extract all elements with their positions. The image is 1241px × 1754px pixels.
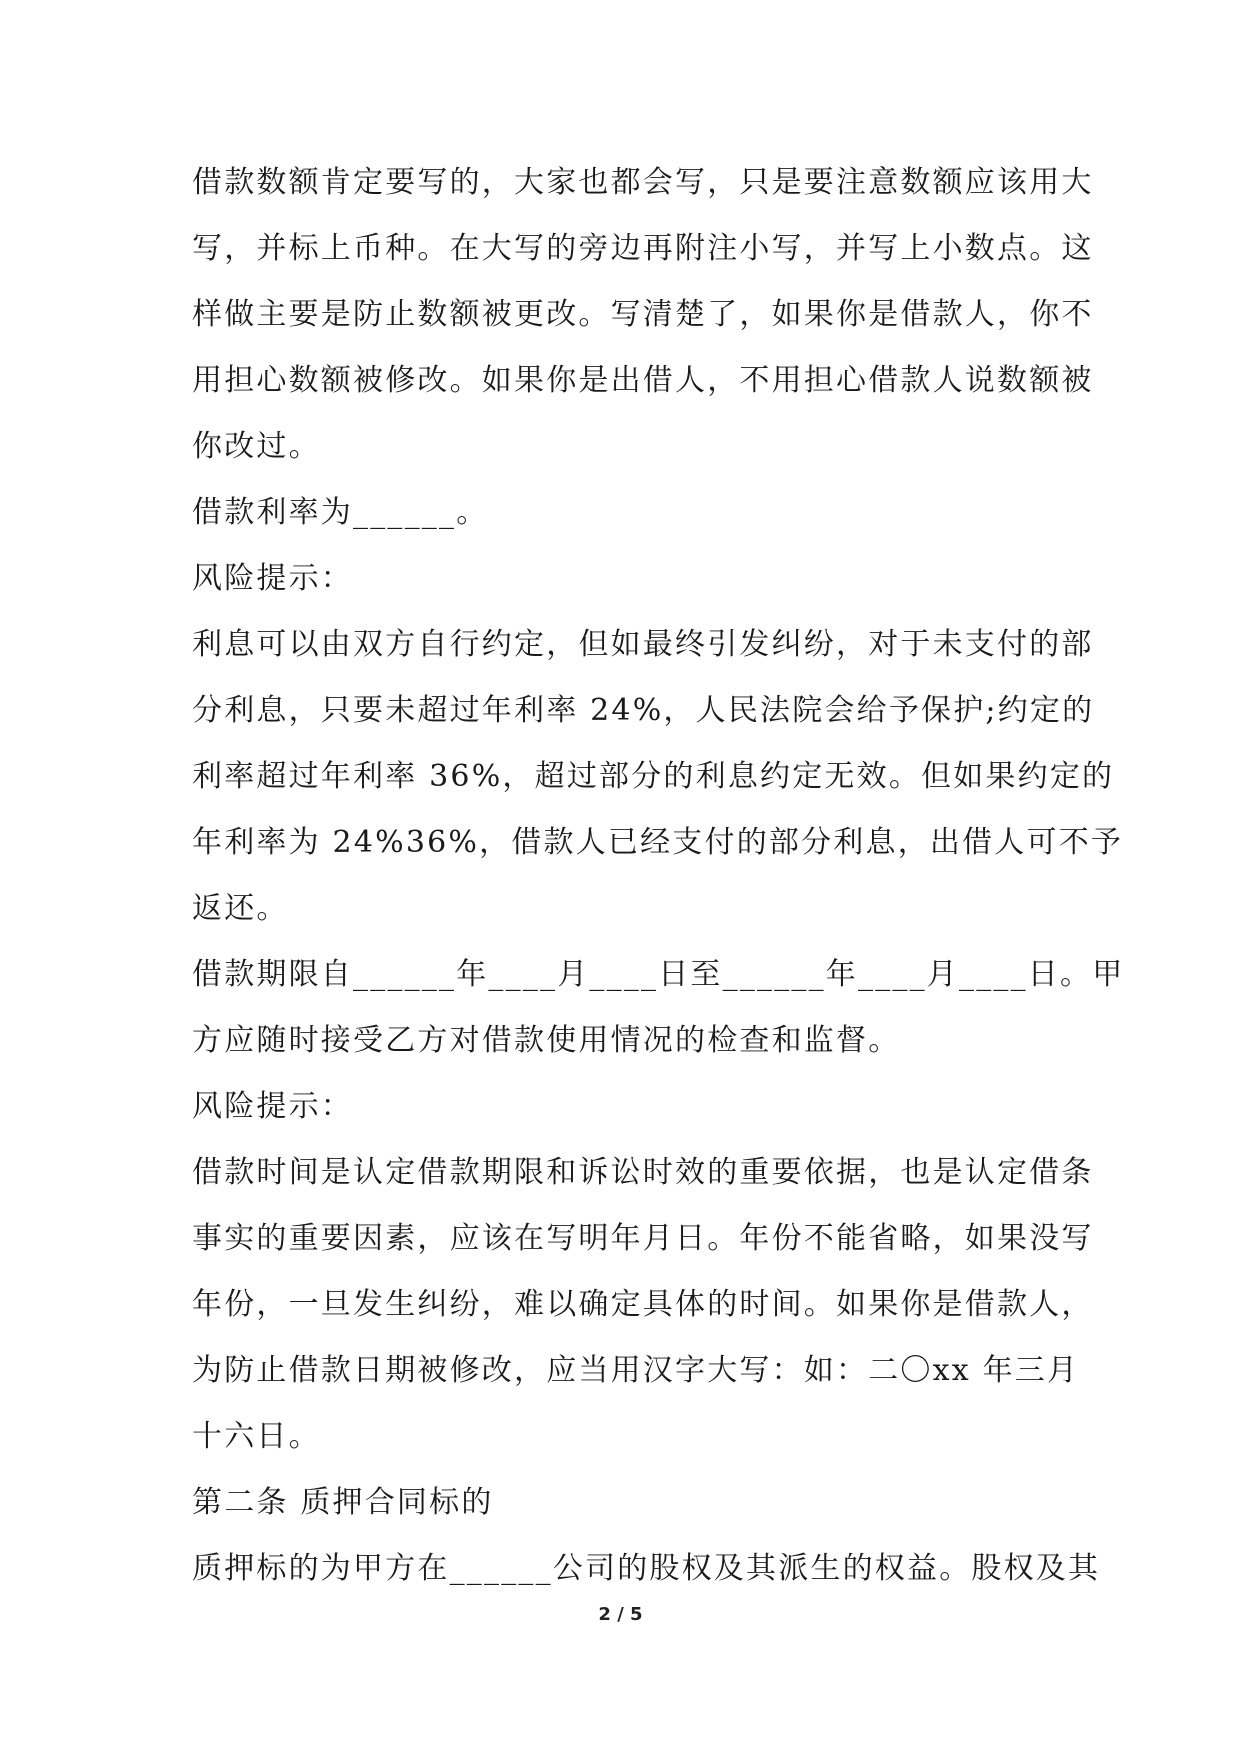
- risk-heading: 风险提示：: [192, 1089, 353, 1124]
- text-line: 利息可以由双方自行约定，但如最终引发纠纷，对于未支付的部: [192, 627, 1094, 662]
- text-line: 利率超过年利率 36%，超过部分的利息约定无效。但如果约定的: [192, 759, 1115, 794]
- article-heading: 第二条 质押合同标的: [192, 1485, 494, 1520]
- text-line: 用担心数额被修改。如果你是出借人，不用担心借款人说数额被: [192, 363, 1094, 398]
- text-line: 事实的重要因素，应该在写明年月日。年份不能省略，如果没写: [192, 1221, 1094, 1256]
- interest-rate-line: 借款利率为______。: [192, 495, 489, 530]
- risk-heading: 风险提示：: [192, 561, 353, 596]
- text-line: 年利率为 24%36%，借款人已经支付的部分利息，出借人可不予: [192, 825, 1124, 860]
- text-line: 分利息，只要未超过年利率 24%，人民法院会给予保护;约定的: [192, 693, 1095, 728]
- text-line: 十六日。: [192, 1419, 321, 1454]
- page-number: 2 / 5: [598, 1604, 643, 1625]
- loan-term-line: 借款期限自______年____月____日至______年____月____日。甲: [192, 957, 1125, 992]
- text-line: 为防止借款日期被修改，应当用汉字大写：如：二〇xx 年三月: [192, 1353, 1080, 1388]
- text-line: 返还。: [192, 891, 289, 926]
- text-line: 写，并标上币种。在大写的旁边再附注小写，并写上小数点。这: [192, 231, 1094, 266]
- text-line: 方应随时接受乙方对借款使用情况的检查和监督。: [192, 1023, 901, 1058]
- text-line: 借款数额肯定要写的，大家也都会写，只是要注意数额应该用大: [192, 165, 1094, 200]
- text-line: 借款时间是认定借款期限和诉讼时效的重要依据，也是认定借条: [192, 1155, 1094, 1190]
- text-line: 样做主要是防止数额被更改。写清楚了，如果你是借款人，你不: [192, 297, 1094, 332]
- text-line: 质押标的为甲方在______公司的股权及其派生的权益。股权及其: [192, 1551, 1101, 1586]
- document-body: [192, 150, 1125, 1602]
- text-line: 你改过。: [192, 429, 321, 464]
- text-line: 年份，一旦发生纠纷，难以确定具体的时间。如果你是借款人，: [192, 1287, 1094, 1322]
